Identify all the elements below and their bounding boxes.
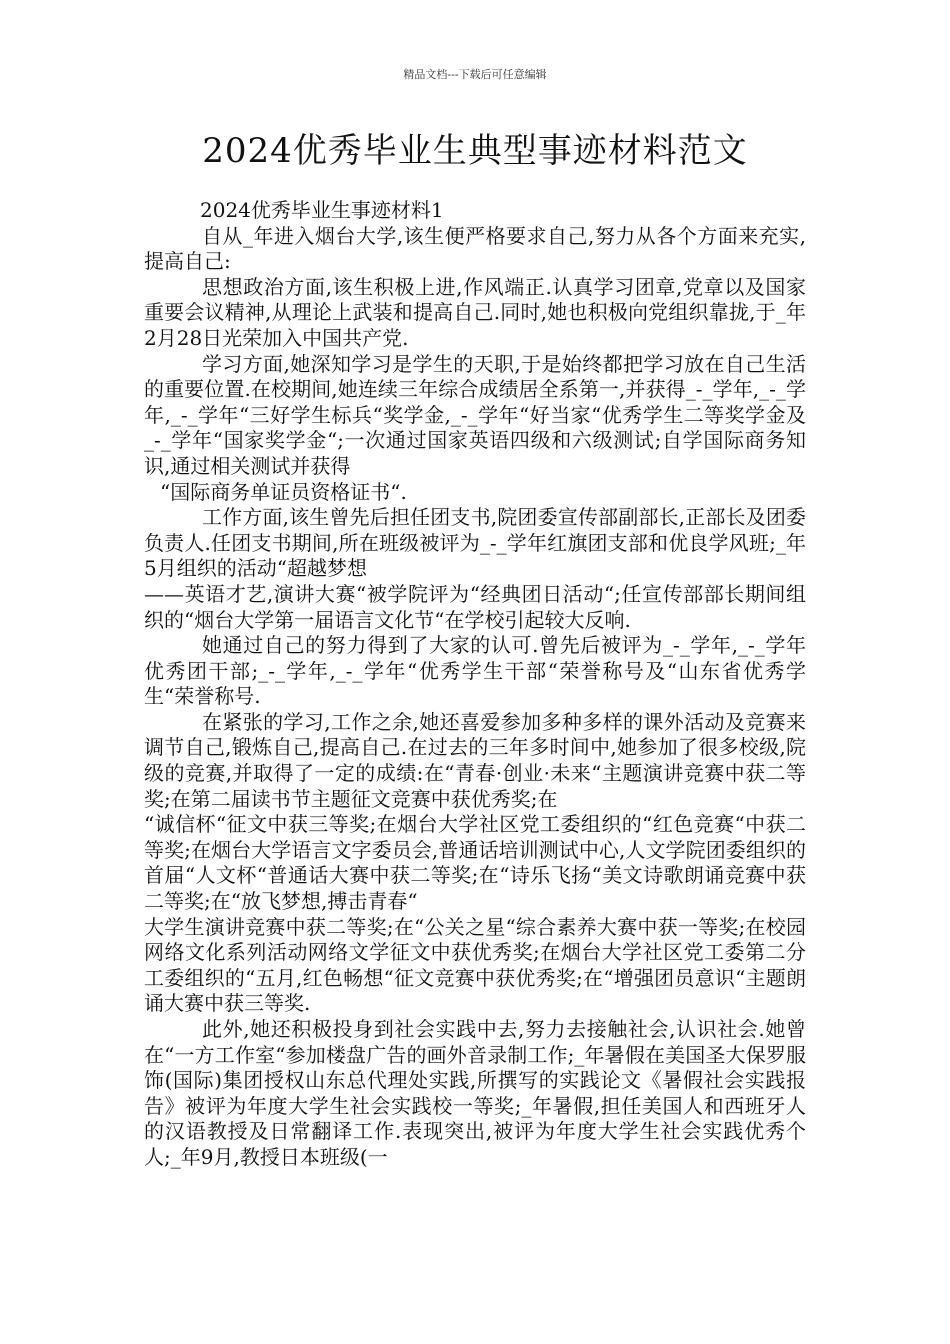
paragraph: “国际商务单证员资格证书“. [160, 479, 407, 504]
paragraph: 大学生演讲竞赛中获二等奖;在“公关之星“综合素养大赛中获一等奖;在校园网络文化系列活动网络文学征文中获优秀奖;在烟台大学社区党工委第二分工委组织的“五月,红色畅想“征文竞赛中获优秀奖;在“增强团员意识“主题朗诵大赛中获三等奖. [144, 914, 806, 1016]
page-header: 精品文档---下载后可任意编辑 [403, 68, 547, 81]
paragraph: 工作方面,该生曾先后担任团支书,院团委宣传部副部长,正部长及团委负责人.任团支书期间,所在班级被评为_-_学年红旗团支部和优良学风班;_年5月组织的活动“超越梦想 [144, 505, 806, 581]
paragraph: 自从_年进入烟台大学,该生便严格要求自己,努力从各个方面来充实,提高自己: [144, 223, 806, 274]
document-body [144, 198, 806, 1171]
paragraph: 她通过自己的努力得到了大家的认可.曾先后被评为_-_学年,_-_学年优秀团干部;_-_学年,_-_学年“优秀学生干部“荣誉称号及“山东省优秀学生“荣誉称号. [144, 633, 806, 709]
paragraph: 学习方面,她深知学习是学生的天职,于是始终都把学习放在自己生活的重要位置.在校期间,她连续三年综合成绩居全系第一,并获得_-_学年,_-_学年,_-_学年“三好学生标兵“奖学金,_-_学年“好当家“优秀学生二等奖学金及_-_学年“国家奖学金“;一次通过国家英语四级和六级测试;自学国际商务知识,通过相关测试并获得 [144, 351, 806, 478]
section-subtitle: 2024优秀毕业生事迹材料1 [200, 198, 444, 222]
paragraph: 此外,她还积极投身到社会实践中去,努力去接触社会,认识社会.她曾在“一方工作室“参加楼盘广告的画外音录制工作;_年暑假在美国圣大保罗服饰(国际)集团授权山东总代理处实践,所撰写的实践论文《暑假社会实践报告》被评为年度大学生社会实践校一等奖;_年暑假,担任美国人和西班牙人的汉语教授及日常翻译工作.表现突出,被评为年度大学生社会实践优秀个人;_年9月,教授日本班级(一 [144, 1017, 806, 1169]
paragraph: ——英语才艺,演讲大赛“被学院评为“经典团日活动“;任宣传部部长期间组织的“烟台大学第一届语言文化节“在学校引起较大反响. [144, 581, 806, 632]
paragraph: 思想政治方面,该生积极上进,作风端正.认真学习团章,党章以及国家重要会议精神,从理论上武装和提高自己.同时,她也积极向党组织靠拢,于_年2月28日光荣加入中国共产党. [144, 274, 806, 350]
paragraph: 在紧张的学习,工作之余,她还喜爱参加多种多样的课外活动及竞赛来调节自己,锻炼自己,提高自己.在过去的三年多时间中,她参加了很多校级,院级的竞赛,并取得了一定的成绩:在“青春·创业·未来“主题演讲竞赛中获二等奖;在第二届读书节主题征文竞赛中获优秀奖;在 [144, 709, 806, 811]
document-title: 2024优秀毕业生典型事迹材料范文 [202, 131, 748, 171]
paragraph: “诚信杯“征文中获三等奖;在烟台大学社区党工委组织的“红色竞赛“中获二等奖;在烟台大学语言文字委员会,普通话培训测试中心,人文学院团委组织的首届“人文杯“普通话大赛中获二等奖;在“诗乐飞扬“美文诗歌朗诵竞赛中获二等奖;在“放飞梦想,搏击青春“ [144, 812, 806, 914]
